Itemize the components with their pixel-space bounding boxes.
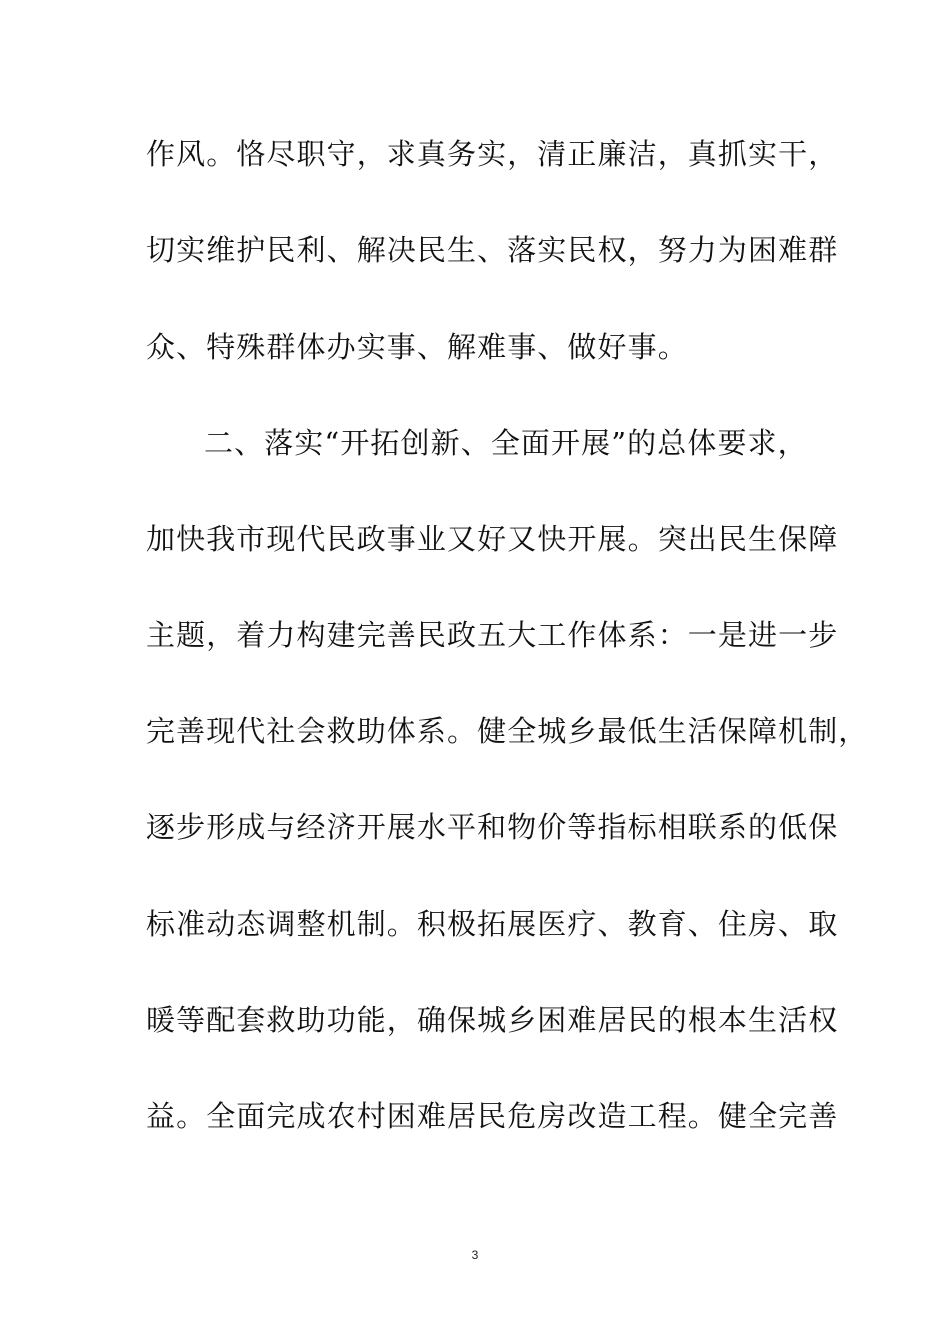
text-line: 主题，着力构建完善民政五大工作体系：一是进一步 bbox=[146, 618, 839, 652]
text-line: 暖等配套救助功能，确保城乡困难居民的根本生活权 bbox=[146, 1003, 839, 1037]
text-line: 众、特殊群体办实事、解难事、做好事。 bbox=[146, 330, 688, 364]
text-line: 作风。恪尽职守，求真务实，清正廉洁，真抓实干， bbox=[146, 137, 839, 171]
page-number: 3 bbox=[471, 1248, 479, 1262]
text-line: 益。全面完成农村困难居民危房改造工程。健全完善 bbox=[146, 1099, 839, 1133]
text-line: 完善现代社会救助体系。健全城乡最低生活保障机制， bbox=[146, 714, 869, 748]
text-line-paragraph-start: 二、落实“开拓创新、全面开展”的总体要求， bbox=[204, 426, 808, 460]
text-line: 标准动态调整机制。积极拓展医疗、教育、住房、取 bbox=[146, 907, 839, 941]
text-line: 切实维护民利、解决民生、落实民权，努力为困难群 bbox=[146, 233, 839, 267]
text-line: 加快我市现代民政事业又好又快开展。突出民生保障 bbox=[146, 522, 839, 556]
text-line: 逐步形成与经济开展水平和物价等指标相联系的低保 bbox=[146, 810, 839, 844]
